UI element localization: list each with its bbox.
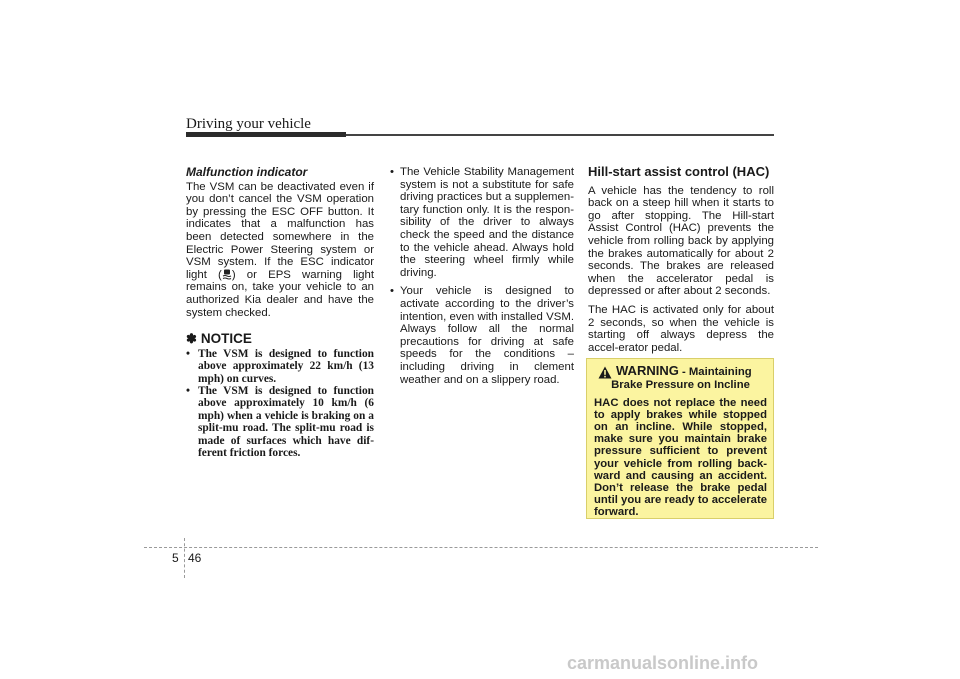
notice-heading bbox=[186, 333, 374, 346]
malfunction-text-part1: The VSM can be deactivated even if you don’t cancel the VSM operation by pressing the ESC OFF button. It indicates that a malfunction has been detected somewhere in the Electric Power Steering system or VSM system. If the ESC indicator light ( bbox=[186, 180, 374, 281]
malfunction-text-part2: ) or EPS warning light remains on, take your vehicle to an authorized Kia dealer and have the system checked. bbox=[186, 268, 374, 319]
malfunction-indicator-subhead: Malfunction indicator bbox=[186, 165, 308, 179]
esc-indicator-icon bbox=[222, 269, 232, 280]
warning-heading bbox=[594, 365, 767, 379]
hac-paragraph-1: A vehicle has the tendency to roll back on a steep hill when it starts to go after stopping. The Hill-start Assist Control (HAC) prevents the vehicle from rolling back by applying the brakes automatically for about 2 seconds. The brakes are released when the accelerator pedal is depressed or after about 2 seconds. bbox=[588, 184, 774, 298]
header-rule-thin bbox=[346, 134, 774, 136]
hac-section-title: Hill-start assist control (HAC) bbox=[588, 164, 770, 179]
notice-asterisk-icon: ✽ bbox=[186, 331, 197, 347]
notice-title: NOTICE bbox=[200, 331, 252, 347]
warning-box bbox=[586, 358, 774, 519]
malfunction-paragraph bbox=[186, 181, 374, 320]
vsm-caution-list bbox=[388, 166, 574, 386]
page-number: 46 bbox=[188, 551, 202, 565]
watermark: carmanualsonline.info bbox=[567, 653, 759, 673]
column-left bbox=[186, 166, 374, 459]
warning-triangle-icon bbox=[598, 366, 612, 379]
notice-list bbox=[186, 348, 374, 460]
chapter-number: 5 bbox=[172, 551, 179, 565]
notice-item: • The VSM is designed to function above approximately 10 km/h (6 mph) when a vehicle is braking on a split-mu road. The split-mu road is made of surfaces which have dif-ferent friction forces. bbox=[186, 385, 374, 459]
warning-subtitle-1: - Maintaining bbox=[681, 366, 752, 378]
hac-paragraph-2: The HAC is activated only for about 2 seconds, so when the vehicle is starting off always depress the accel-erator pedal. bbox=[588, 303, 774, 354]
vsm-caution-item: • The Vehicle Stability Management system is not a substitute for safe driving practices but a supplemen-tary function only. It is the respon-sibility of the driver to always check the speed and the distance to the vehicle ahead. Always hold the steering wheel firmly while driving. bbox=[388, 166, 574, 279]
footer-divider bbox=[144, 547, 818, 548]
vsm-caution-item: • Your vehicle is designed to activate according to the driver’s intention, even with installed VSM. Always follow all the normal precautions for driving at safe speeds for the conditions – including driving in clement weather and on a slippery road. bbox=[388, 285, 574, 386]
warning-body: HAC does not replace the need to apply brakes while stopped on an incline. While stopped, make sure you maintain brake pressure sufficient to prevent your vehicle from rolling back-ward and causing an accident. Don’t release the brake pedal until you are ready to accelerate forward. bbox=[594, 397, 767, 518]
header-rule-thick bbox=[186, 132, 346, 137]
page-header-title: Driving your vehicle bbox=[186, 116, 311, 132]
column-right bbox=[588, 166, 774, 360]
notice-item: • The VSM is designed to function above approximately 22 km/h (13 mph) on curves. bbox=[186, 348, 374, 385]
warning-word: WARNING bbox=[616, 363, 679, 378]
warning-subtitle-2: Brake Pressure on Incline bbox=[611, 379, 750, 391]
column-middle bbox=[388, 166, 574, 392]
footer-vertical-divider bbox=[184, 538, 185, 578]
